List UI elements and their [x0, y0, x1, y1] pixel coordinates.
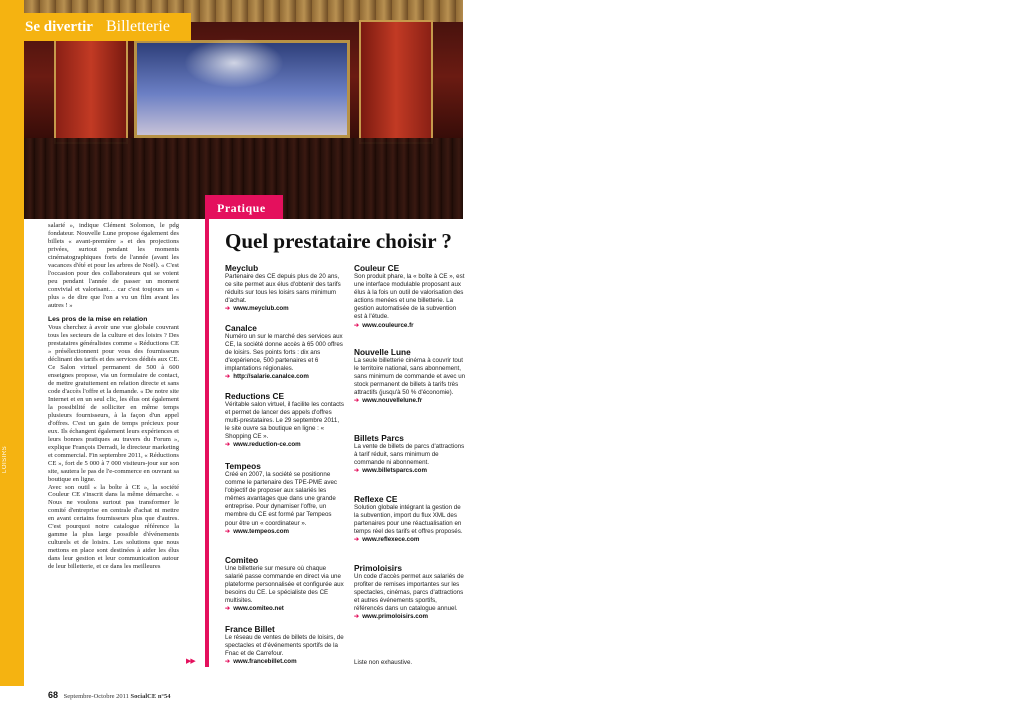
provider-desc: Un code d'accès permet aux salariés de profiter de remises importantes sur les spectacles, cinémas, parcs d'attractions et autres événements sportifs, référencés dans un catalogue annuel.: [354, 573, 464, 613]
provider-link[interactable]: ➔ www.tempeos.com: [225, 527, 290, 535]
provider-name: France Billet: [225, 624, 275, 634]
provider-link[interactable]: ➔ www.reflexece.com: [354, 536, 420, 544]
provider-entry-billets-parcs: [354, 433, 466, 475]
provider-link[interactable]: ➔ www.couleurce.fr: [354, 321, 414, 329]
provider-entry-canalce: [225, 323, 345, 382]
provider-name: Reductions CE: [225, 391, 285, 401]
paragraph: Vous cherchez à avoir une vue globale couvrant tous les secteurs de la culture et des loisirs ? Des prestataires généralistes comme « Réductions CE » présélectionnent pour vous des fournisseurs déclinant des tarifs et des services dédiés aux CE. Ce Salon virtuel permanent de 500 à 600 enseignes propose, via un formulaire de contact, de mettre gratuitement en relation directe et sans code d'accès l'offre et la demande. « De notre site Internet et en un seul clic, les élus ont également la possibilité de solliciter en même temps plusieurs fournisseurs, à la façon d'un appel d'offres. C'est un gain de temps précieux pour eux. Ils échangent également leurs expériences et leurs bonnes pratiques au travers du Forum », explique François Derradi, le directeur marketing et commercial. Fin septembre 2011, « Réductions CE », fort de 5 000 à 7 000 visiteurs-jour sur son site, sautera le pas de l'e-commerce en ouvrant sa boutique en ligne.: [48, 324, 179, 483]
provider-desc: Numéro un sur le marché des services aux CE, la société donne accès à 65 000 offres de loisirs. Ses points forts : dix ans d'expérience, 500 partenaires et 6 implantations régionales.: [225, 333, 343, 373]
provider-desc: Solution globale intégrant la gestion de la subvention, import du flux XML des partenaires pour une réactualisation en temps réel des tarifs et offres proposés.: [354, 504, 463, 536]
page-number: 68: [48, 690, 59, 700]
provider-link[interactable]: ➔ www.meyclub.com: [225, 305, 289, 313]
provider-name: Meyclub: [225, 263, 259, 273]
arrow-right-icon: ➔: [225, 527, 231, 535]
arrow-right-icon: ➔: [354, 397, 360, 405]
issue-date: Septembre-Octobre 2011: [63, 693, 129, 700]
section-title: Se divertir: [25, 19, 93, 35]
pratique-label: Pratique: [217, 201, 266, 215]
section-color-strip: [0, 0, 24, 686]
provider-link[interactable]: ➔ www.francebillet.com: [225, 658, 297, 666]
arrow-right-icon: ➔: [225, 441, 231, 449]
arrow-right-icon: ➔: [354, 467, 360, 475]
provider-name: Comiteo: [225, 555, 259, 565]
provider-name: Billets Parcs: [354, 433, 404, 443]
arrow-right-icon: ➔: [354, 321, 360, 329]
provider-link[interactable]: ➔ www.primoloisirs.com: [354, 613, 428, 621]
arrow-right-icon: ➔: [225, 373, 231, 381]
provider-entry-reflexe-ce: [354, 494, 466, 544]
provider-link[interactable]: ➔ www.reduction-ce.com: [225, 441, 301, 449]
page-footer: [48, 690, 171, 700]
provider-name: Couleur CE: [354, 263, 400, 273]
arrow-right-icon: ➔: [354, 613, 360, 621]
provider-link[interactable]: ➔ www.nouvellelune.fr: [354, 397, 423, 405]
provider-entry-france-billet: [225, 624, 345, 666]
provider-entry-reductions-ce: [225, 391, 345, 450]
provider-link[interactable]: ➔ www.billetsparcs.com: [354, 467, 427, 475]
pratique-tab: [205, 195, 283, 219]
provider-link[interactable]: ➔ http://salarie.canalce.com: [225, 373, 309, 381]
footnote: Liste non exhaustive.: [354, 659, 413, 666]
provider-entry-comiteo: [225, 555, 345, 614]
pink-vertical-rule: [205, 219, 209, 667]
box-title: Quel prestataire choisir ?: [225, 229, 452, 253]
continue-arrows-icon: ▶▶: [186, 658, 195, 665]
provider-name: Reflexe CE: [354, 494, 398, 504]
provider-name: Nouvelle Lune: [354, 347, 411, 357]
arrow-right-icon: ➔: [225, 605, 231, 613]
provider-link[interactable]: ➔ www.comiteo.net: [225, 605, 284, 613]
provider-desc: La seule billetterie cinéma à couvrir tout le territoire national, sans abonnement, sans minimum de commande et avec un stock permanent de billets à tarifs très attractifs (jusqu'à 50 % d'économie).: [354, 357, 466, 397]
arrow-right-icon: ➔: [225, 658, 231, 666]
section-header: [24, 13, 191, 41]
provider-desc: Le réseau de ventes de billets de loisirs, de spectacles et d'événements sportifs de la Fnac et de Carrefour.: [225, 634, 344, 658]
provider-entry-couleur-ce: [354, 263, 466, 330]
provider-entry-meyclub: [225, 263, 345, 313]
right-blank-page: [512, 0, 1024, 724]
arrow-right-icon: ➔: [354, 536, 360, 544]
provider-desc: La vente de billets de parcs d'attractions à tarif réduit, sans minimum de commande ni abonnement.: [354, 443, 465, 467]
subheading: Les pros de la mise en relation: [48, 316, 148, 324]
provider-desc: Créé en 2007, la société se positionne comme le partenaire des TPE-PME avec l'objectif de proposer aux salariés les mêmes avantages que dans une grande entreprise. Pour dynamiser l'offre, un membre du CE est formé par Tempeos pour être un « coordinateur ».: [225, 471, 337, 527]
provider-name: Canalce: [225, 323, 257, 333]
magazine-name: SocialCE n°54: [130, 693, 171, 700]
provider-entry-nouvelle-lune: [354, 347, 466, 406]
paragraph: Avec son outil « la boîte à CE », la société Couleur CE s'inscrit dans la même démarche. « Nous ne voulons surtout pas transformer le comité d'entreprise en centrale d'achat ni mettre en avant certains fournisseurs plus que d'autres. C'est pourquoi notre catalogue référence la gamme la plus large possible d'événements culturels et de loisirs. Les solutions que nous mettons en place sont destinées à aider les élus dans leur gestion et leur communication autour de leur billetterie, et ce dans les meilleures: [48, 483, 179, 571]
provider-desc: Véritable salon virtuel, il facilite les contacts et permet de lancer des appels d'offres multi-prestataires. Le 29 septembre 2011, le site ouvre sa boutique en ligne : « Shopping CE ».: [225, 401, 344, 441]
subsection-title: Billetterie: [106, 18, 170, 35]
provider-desc: Son produit phare, la « boîte à CE », est une interface modulable proposant aux élus à la fois un outil de valorisation des actions menées et une billetterie. La gestion automatisée de la subvention est à l'étude.: [354, 273, 465, 321]
provider-desc: Une billetterie sur mesure où chaque salarié passe commande en direct via une plateforme personnalisée et configurée aux besoins du CE. Le spécialiste des CE multisites.: [225, 565, 344, 605]
left-article-column: [48, 222, 179, 571]
provider-name: Primoloisirs: [354, 563, 402, 573]
arrow-right-icon: ➔: [225, 305, 231, 313]
provider-desc: Partenaire des CE depuis plus de 20 ans, ce site permet aux élus d'obtenir des tarifs réduits sur tous les loisirs sans minimum d'achat.: [225, 273, 341, 305]
paragraph: salarié », indique Clément Solomon, le pdg fondateur. Nouvelle Lune propose également des billets « avant-première » et des projections privées, surtout pendant les moments cinématographiques forts de l'année (avant les vacances d'été et pour les arbres de Noël). « C'est l'occasion pour des collaborateurs qui se voient peu pendant l'année de passer un moment convivial et valorisant… car c'est toujours un « plus » de dire que l'on a vu un film avant les autres ! »: [48, 222, 179, 309]
provider-entry-tempeos: [225, 461, 345, 536]
side-section-label: LOISIRS: [2, 445, 8, 473]
provider-entry-primoloisirs: [354, 563, 466, 622]
provider-name: Tempeos: [225, 461, 261, 471]
